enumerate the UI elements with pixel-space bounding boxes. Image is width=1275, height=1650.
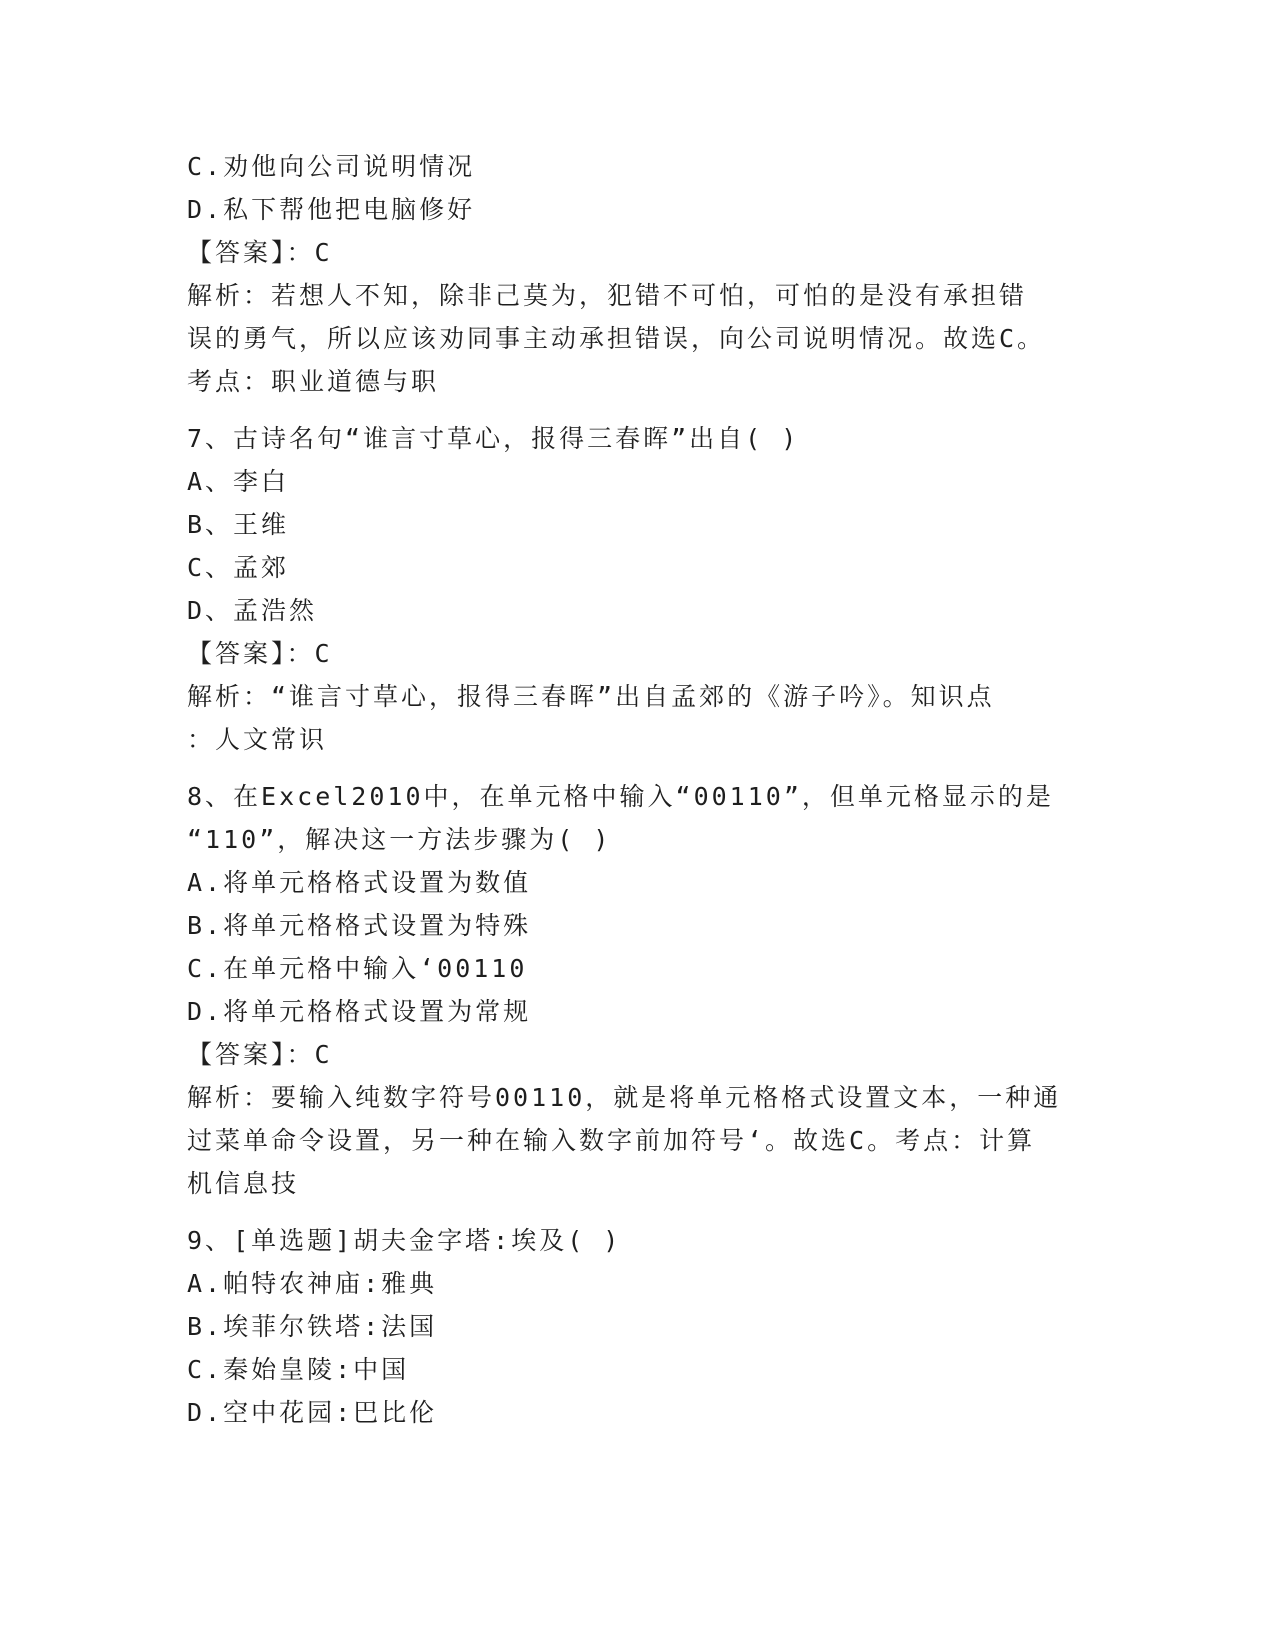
option-d: D.私下帮他把电脑修好 bbox=[187, 195, 476, 224]
option-a: A、李白 bbox=[187, 467, 290, 496]
option-b: B、王维 bbox=[187, 510, 290, 539]
option-c: C.秦始皇陵:中国 bbox=[187, 1355, 410, 1384]
analysis-line: 机信息技 bbox=[187, 1169, 300, 1198]
question-9 bbox=[187, 1219, 1087, 1434]
option-c: C.劝他向公司说明情况 bbox=[187, 152, 476, 181]
option-c: C、孟郊 bbox=[187, 553, 290, 582]
option-d: D.空中花园:巴比伦 bbox=[187, 1398, 438, 1427]
analysis-line: 误的勇气，所以应该劝同事主动承担错误，向公司说明情况。故选C。 bbox=[187, 324, 1046, 353]
question-8 bbox=[187, 775, 1087, 1205]
analysis-line: 考点：职业道德与职 bbox=[187, 367, 440, 396]
document-page bbox=[187, 145, 1087, 1434]
option-d: D.将单元格格式设置为常规 bbox=[187, 997, 532, 1026]
question-stem: 7、古诗名句“谁言寸草心，报得三春晖”出自( ) bbox=[187, 424, 800, 453]
answer: 【答案】：C bbox=[187, 639, 333, 668]
analysis-line: 解析：要输入纯数字符号00110，就是将单元格格式设置文本，一种通 bbox=[187, 1083, 1062, 1112]
analysis-line: 过菜单命令设置，另一种在输入数字前加符号‘。故选C。考点：计算 bbox=[187, 1126, 1036, 1155]
option-c: C.在单元格中输入‘00110 bbox=[187, 954, 528, 983]
analysis-line: 解析：若想人不知，除非己莫为，犯错不可怕，可怕的是没有承担错 bbox=[187, 281, 1028, 310]
analysis-line: 解析：“谁言寸草心，报得三春晖”出自孟郊的《游子吟》。知识点 bbox=[187, 682, 995, 711]
analysis-line: ：人文常识 bbox=[187, 725, 328, 754]
question-stem: 9、[单选题]胡夫金字塔:埃及( ) bbox=[187, 1226, 622, 1255]
answer: 【答案】：C bbox=[187, 1040, 333, 1069]
option-a: A.帕特农神庙:雅典 bbox=[187, 1269, 438, 1298]
question-stem: 8、在Excel2010中，在单元格中输入“00110”，但单元格显示的是 bbox=[187, 782, 1054, 811]
option-b: B.埃菲尔铁塔:法国 bbox=[187, 1312, 438, 1341]
question-6-tail bbox=[187, 145, 1087, 403]
option-d: D、孟浩然 bbox=[187, 596, 318, 625]
question-stem: “110”，解决这一方法步骤为( ) bbox=[187, 825, 612, 854]
answer: 【答案】：C bbox=[187, 238, 333, 267]
option-a: A.将单元格格式设置为数值 bbox=[187, 868, 532, 897]
question-7 bbox=[187, 417, 1087, 761]
option-b: B.将单元格格式设置为特殊 bbox=[187, 911, 532, 940]
